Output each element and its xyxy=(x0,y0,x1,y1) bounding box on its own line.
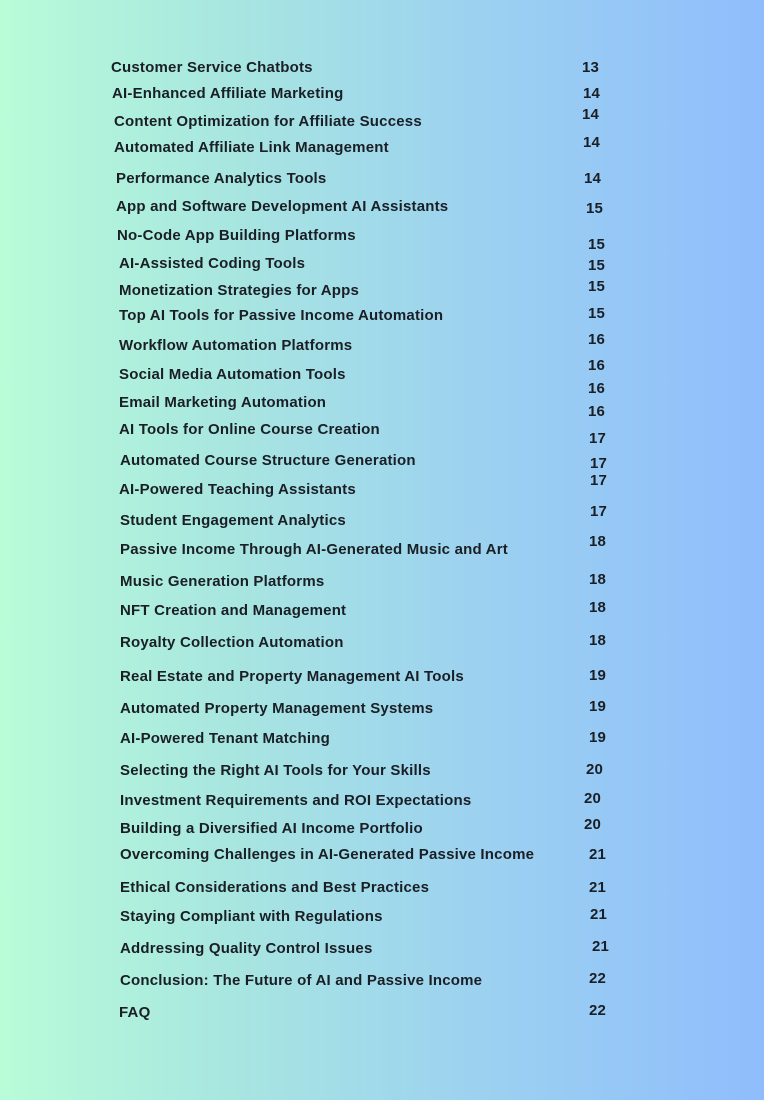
toc-entry[interactable] xyxy=(0,58,764,82)
toc-entry[interactable] xyxy=(0,403,764,444)
toc-entry-page: 14 xyxy=(584,170,602,187)
toc-entry-page: 17 xyxy=(590,503,608,520)
toc-entry-page: 19 xyxy=(589,698,607,715)
toc-entry-title: Building a Diversified AI Income Portfolio xyxy=(120,820,423,837)
toc-entry-page: 13 xyxy=(582,59,600,76)
toc-entry-page: 15 xyxy=(588,305,606,322)
toc-entry-page: 14 xyxy=(582,106,600,123)
toc-entry-page: 22 xyxy=(589,970,607,987)
toc-entry-page: 22 xyxy=(589,1002,607,1019)
toc-entry-page: 20 xyxy=(586,761,604,778)
toc-entry-page: 16 xyxy=(588,357,606,374)
toc-entry-title: Monetization Strategies for Apps xyxy=(119,282,360,299)
toc-entry-page: 16 xyxy=(588,380,606,397)
toc-entry-title: Automated Course Structure Generation xyxy=(120,452,416,469)
toc-entry-title: AI-Assisted Coding Tools xyxy=(119,255,306,272)
toc-entry-title: Royalty Collection Automation xyxy=(120,634,344,651)
toc-entry-title: Addressing Quality Control Issues xyxy=(120,940,373,957)
toc-entry-title: AI Tools for Online Course Creation xyxy=(119,421,380,438)
toc-entry-title: Performance Analytics Tools xyxy=(116,170,327,187)
toc-entry-page: 21 xyxy=(592,938,610,955)
toc-entry-page: 16 xyxy=(588,331,606,348)
toc-entry-title: Automated Property Management Systems xyxy=(120,700,434,717)
toc-entry-title: Content Optimization for Affiliate Success xyxy=(114,113,422,130)
toc-entry[interactable] xyxy=(0,226,764,253)
toc-entry-page: 21 xyxy=(589,879,607,896)
toc-entry-title: Real Estate and Property Management AI Tools xyxy=(120,668,464,685)
toc-entry-page: 17 xyxy=(589,430,607,447)
toc-entry-page: 21 xyxy=(589,846,607,863)
toc-entry[interactable] xyxy=(0,331,764,360)
toc-entry-page: 15 xyxy=(588,278,606,295)
toc-entry-title: Workflow Automation Platforms xyxy=(119,337,353,354)
toc-entry-page: 18 xyxy=(589,632,607,649)
toc-entry-page: 15 xyxy=(588,236,606,253)
toc-entry-page: 14 xyxy=(583,134,601,151)
toc-entry-page: 17 xyxy=(590,472,608,489)
toc-entry-title: Selecting the Right AI Tools for Your Skills xyxy=(120,762,431,779)
toc-entry-page: 20 xyxy=(584,816,602,833)
toc-entry-title: AI-Enhanced Affiliate Marketing xyxy=(112,85,344,102)
toc-entry-title: Customer Service Chatbots xyxy=(111,59,313,76)
toc-entry-title: Ethical Considerations and Best Practices xyxy=(120,879,430,896)
toc-entry-title: No-Code App Building Platforms xyxy=(117,227,356,244)
toc-entry[interactable] xyxy=(0,84,764,108)
toc-entry[interactable] xyxy=(0,169,764,193)
toc-entry-page: 15 xyxy=(588,257,606,274)
toc-entry[interactable] xyxy=(0,380,764,417)
toc-entry-title: Investment Requirements and ROI Expectations xyxy=(120,792,472,809)
toc-entry-page: 17 xyxy=(590,455,608,472)
toc-entry-page: 21 xyxy=(590,906,608,923)
toc-entry-page: 20 xyxy=(584,790,602,807)
toc-entry-page: 18 xyxy=(589,533,607,550)
toc-entry-page: 18 xyxy=(589,571,607,588)
toc-entry[interactable] xyxy=(0,254,764,278)
toc-entry-title: Music Generation Platforms xyxy=(120,573,325,590)
toc-entry-page: 14 xyxy=(583,85,601,102)
toc-entry-title: Student Engagement Analytics xyxy=(120,512,346,529)
toc-entry[interactable] xyxy=(0,106,764,136)
toc-entry-title: Overcoming Challenges in AI-Generated Passive Income xyxy=(120,846,535,863)
toc-entry-title: Staying Compliant with Regulations xyxy=(120,908,383,925)
toc-entry-title: Top AI Tools for Passive Income Automation xyxy=(119,307,444,324)
toc-entry-page: 15 xyxy=(586,200,604,217)
toc-entry-title: AI-Powered Teaching Assistants xyxy=(119,481,356,498)
toc-entry-title: FAQ xyxy=(119,1004,151,1021)
toc-entry[interactable] xyxy=(0,306,764,330)
toc-entry[interactable] xyxy=(0,134,764,162)
toc-entry-title: Email Marketing Automation xyxy=(119,394,327,411)
toc-entry[interactable] xyxy=(0,278,764,305)
toc-entry-title: Social Media Automation Tools xyxy=(119,366,346,383)
toc-entry-page: 18 xyxy=(589,599,607,616)
toc-entry-title: AI-Powered Tenant Matching xyxy=(120,730,330,747)
toc-entry-page: 19 xyxy=(589,667,607,684)
toc-entry-title: NFT Creation and Management xyxy=(120,602,347,619)
toc-entry[interactable] xyxy=(0,430,764,475)
toc-entry-title: Conclusion: The Future of AI and Passive Income xyxy=(120,972,483,989)
toc-entry-title: Passive Income Through AI-Generated Music and Art xyxy=(120,541,508,558)
toc-entry-page: 16 xyxy=(588,403,606,420)
toc-entry-title: Automated Affiliate Link Management xyxy=(114,139,389,156)
toc-entry[interactable] xyxy=(0,357,764,389)
toc-entry[interactable] xyxy=(0,197,764,221)
toc-entry-title: App and Software Development AI Assistants xyxy=(116,198,449,215)
toc-entry-page: 19 xyxy=(589,729,607,746)
